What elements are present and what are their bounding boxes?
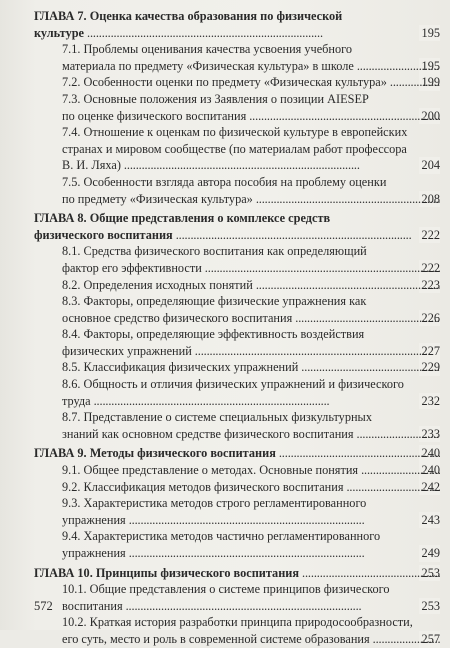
toc-entry-text: фактор его эффективности	[62, 260, 202, 275]
toc-page-number: 199	[419, 74, 440, 91]
toc-entry-line	[62, 91, 440, 108]
toc-entry-line	[62, 157, 440, 174]
toc-entry-line	[62, 191, 440, 208]
toc-entry-line	[62, 310, 440, 327]
toc-entry-text: 8.4. Факторы, определяющие эффективность воздействия	[62, 327, 365, 342]
toc-entry-text: основное средство физического воспитания	[62, 310, 293, 325]
toc-entry-line	[62, 426, 440, 443]
toc-page-number: 240	[419, 462, 440, 479]
toc-entry-line	[62, 581, 440, 598]
toc-entry-text: по предмету «Физическая культура»	[62, 191, 253, 206]
toc-page-number: 195	[419, 58, 440, 75]
toc-entry-line	[62, 376, 440, 393]
toc-page-number: 253	[419, 598, 440, 615]
toc-entry-text: по оценке физического воспитания	[62, 108, 247, 123]
page-number: 572	[34, 599, 53, 613]
toc-entry-line	[62, 479, 440, 496]
toc-entry-line	[62, 359, 440, 376]
toc-page-number: 229	[419, 359, 440, 376]
toc-section-entry	[34, 495, 440, 528]
toc-entry-text: 8.6. Общность и отличия физических упражнений и физического	[62, 377, 404, 392]
toc-entry-text: 9.4. Характеристика методов частично регламентированного	[62, 529, 381, 544]
toc-entry-line	[62, 326, 440, 343]
toc-section-entry	[34, 462, 440, 479]
toc-entry-text: 7.3. Основные положения из Заявления о позиции AIESEP	[62, 91, 369, 106]
toc-entry-line	[62, 41, 440, 58]
toc-entry-text: 7.5. Особенности взгляда автора пособия на проблему оценки	[62, 174, 387, 189]
toc-section-entry	[34, 243, 440, 276]
toc-entry-line	[62, 58, 440, 75]
toc-entry-line	[62, 343, 440, 360]
toc-entry-line	[62, 174, 440, 191]
toc-section-entry	[34, 581, 440, 614]
toc-entry-text: 8.3. Факторы, определяющие физические упражнения как	[62, 294, 367, 309]
toc-entry-text: 9.3. Характеристика методов строго регламентированного	[62, 496, 367, 511]
toc-chapter-entry	[34, 565, 440, 582]
toc-page-number: 222	[419, 227, 440, 244]
toc-page-number: 257	[419, 631, 440, 648]
toc-section-entry	[34, 174, 440, 207]
toc-entry-line	[62, 512, 440, 529]
toc-section-entry	[34, 41, 440, 74]
toc-page-number: 195	[419, 25, 440, 42]
toc-page-number: 226	[419, 310, 440, 327]
toc-entry-text: 10.2. Краткая история разработки принципа природосообразности,	[62, 615, 413, 630]
toc-page-number: 249	[419, 545, 440, 562]
toc-section-entry	[34, 409, 440, 442]
toc-entry-text: ГЛАВА 10. Принципы физического воспитания	[34, 565, 300, 580]
toc-section-entry	[34, 528, 440, 561]
toc-section-entry	[34, 293, 440, 326]
toc-section-entry	[34, 359, 440, 376]
toc-entry-text: В. И. Ляха)	[62, 158, 121, 173]
toc-entry-line	[62, 293, 440, 310]
toc-page-number: 253	[419, 565, 440, 582]
toc-entry-line	[62, 260, 440, 277]
toc-section-entry	[34, 277, 440, 294]
toc-page-number: 208	[419, 191, 440, 208]
toc-entry-line	[62, 528, 440, 545]
toc-page-number: 200	[419, 108, 440, 125]
toc-entry-line	[62, 545, 440, 562]
toc-entry-text: 8.1. Средства физического воспитания как определяющий	[62, 244, 367, 259]
toc-entry-text: 9.1. Общее представление о методах. Основные понятия	[62, 463, 359, 478]
toc-entry-line	[62, 598, 440, 615]
toc-entry-line	[62, 124, 440, 141]
toc-section-entry	[34, 614, 440, 647]
toc-entry-line	[34, 8, 440, 25]
toc-entry-text: 8.2. Определения исходных понятий	[62, 277, 253, 292]
toc-entry-line	[34, 565, 440, 582]
toc-entry-text: физического воспитания	[34, 227, 173, 242]
toc-entry-text: 7.1. Проблемы оценивания качества усвоения учебного	[62, 42, 353, 57]
toc-section-entry	[34, 376, 440, 409]
toc-entry-line	[62, 141, 440, 158]
toc-page-number: 232	[419, 393, 440, 410]
toc-entry-text: 8.7. Представление о системе специальных физкультурных	[62, 410, 372, 425]
toc-chapter-entry	[34, 210, 440, 243]
toc-section-entry	[34, 91, 440, 124]
toc-page-number: 223	[419, 277, 440, 294]
toc-entry-text: странах и мировом сообществе (по материалам работ профессора	[62, 141, 407, 156]
toc-section-entry	[34, 326, 440, 359]
toc-entry-line	[62, 277, 440, 294]
toc-entry-line	[62, 409, 440, 426]
toc-entry-line	[34, 445, 440, 462]
toc-entry-text: 8.5. Классификация физических упражнений	[62, 360, 299, 375]
toc-chapter-entry	[34, 445, 440, 462]
toc-entry-text: его суть, место и роль в современной системе образования	[62, 631, 370, 646]
toc-section-entry	[34, 479, 440, 496]
toc-page-number: 243	[419, 512, 440, 529]
toc-page-number: 233	[419, 426, 440, 443]
toc-entry-line	[34, 25, 440, 42]
toc-entry-text: 10.1. Общие представления о системе принципов физического	[62, 582, 390, 597]
toc-section-entry	[34, 74, 440, 91]
toc-entry-line	[62, 243, 440, 260]
toc-entry-text: труда	[62, 393, 91, 408]
toc-page-number: 227	[419, 343, 440, 360]
toc-page-number: 242	[419, 479, 440, 496]
toc-entry-text: воспитания	[62, 598, 123, 613]
toc-entry-text: 9.2. Классификация методов физического воспитания	[62, 479, 344, 494]
toc-entry-line	[34, 210, 440, 227]
toc-entry-text: материала по предмету «Физическая культура» в школе	[62, 58, 354, 73]
toc-entry-text: ГЛАВА 8. Общие представления о комплексе средств	[34, 211, 331, 226]
toc-entry-text: культуре	[34, 25, 85, 40]
toc-page-number: 240	[419, 445, 440, 462]
toc-entry-text: физических упражнений	[62, 343, 192, 358]
toc-entry-line	[62, 462, 440, 479]
toc-entry-text: ГЛАВА 7. Оценка качества образования по физической	[34, 9, 343, 23]
toc-entry-line	[62, 495, 440, 512]
toc-entry-text: упражнения	[62, 546, 126, 560]
toc-section-entry	[34, 124, 440, 174]
toc-entry-text: упражнения	[62, 512, 126, 527]
toc-entry-line	[62, 393, 440, 410]
toc-entry-text: 7.2. Особенности оценки по предмету «Физическая культура»	[62, 75, 387, 90]
toc-entry-line	[62, 108, 440, 125]
toc-entry-text: знаний как основном средстве физического воспитания	[62, 426, 354, 441]
toc-page-number: 222	[419, 260, 440, 277]
toc-entry-line	[62, 631, 440, 648]
toc-entry-line	[34, 227, 440, 244]
toc-page-number: 204	[419, 157, 440, 174]
table-of-contents	[34, 8, 440, 648]
toc-entry-line	[62, 74, 440, 91]
toc-chapter-entry	[34, 8, 440, 41]
toc-entry-text: 7.4. Отношение к оценкам по физической культуре в европейских	[62, 125, 408, 140]
toc-entry-line	[62, 614, 440, 631]
toc-entry-text: ГЛАВА 9. Методы физического воспитания	[34, 446, 276, 461]
